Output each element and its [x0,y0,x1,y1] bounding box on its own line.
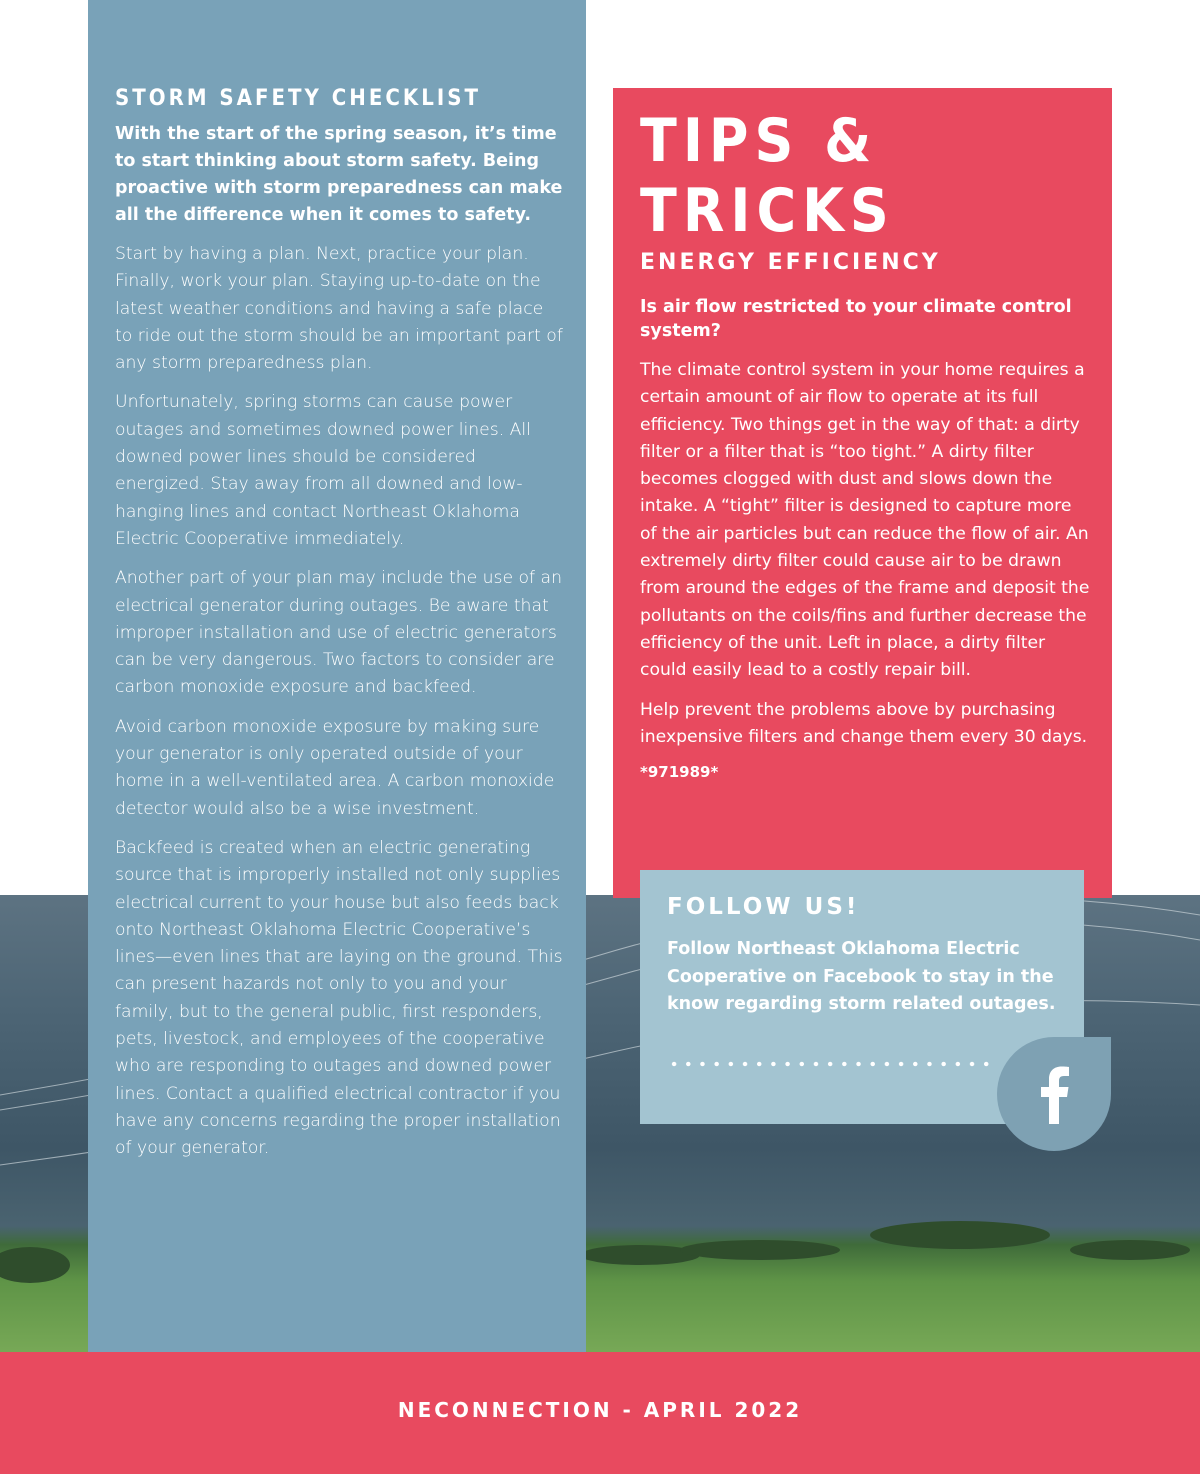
follow-us-title: FOLLOW US! [667,894,860,920]
storm-paragraph-5: Backfeed is created when an electric generating source that is improperly installed not only supplies electrical current to your house but also feeds back onto Northeast Oklahoma Electric Cooperative’s lines—even lines that are laying on the ground. This can present hazards not only to you and your family, but to the general public, first responders, pets, livestock, and employees of the cooperative who are responding to outages and downed power lines. Contact a qualified electrical contractor if you have any concerns regarding the proper installation of your generator. [115,837,563,1159]
tips-tricks-panel [613,88,1112,898]
tips-paragraph-2: Help prevent the problems above by purchasing inexpensive filters and change them every 30 days. [640,699,1088,747]
storm-paragraph-3: Another part of your plan may include the use of an electrical generator during outages. Be aware that improper installation and use of electric generators can be very dangerous. Two factors to consider are carbon monoxide exposure and backfeed. [115,568,562,698]
energy-efficiency-subtitle: ENERGY EFFICIENCY [640,250,941,275]
tips-code: *971989* [640,763,719,782]
dotted-divider [667,1060,997,1068]
facebook-icon[interactable] [997,1037,1111,1151]
storm-paragraph-1: Start by having a plan. Next, practice your plan. Finally, work your plan. Staying up-to-date on the latest weather conditions and having a safe place to ride out the storm should be an important part of any storm preparedness plan. [115,244,563,374]
storm-safety-panel [88,0,586,1352]
storm-safety-intro: With the start of the spring season, it’s time to start thinking about storm safety. Being proactive with storm preparedness can make all the difference when it comes to safety. [115,124,563,225]
tips-paragraph-1: The climate control system in your home requires a certain amount of air flow to operate at its full efficiency. Two things get in the way of that: a dirty filter or a filter that is “too tight.” A dirty filter becomes clogged with dust and slows down the intake. A “tight” filter is designed to capture more of the air particles but can reduce the flow of air. An extremely dirty filter could cause air to be drawn from around the edges of the frame and deposit the pollutants on the coils/fins and further decrease the efficiency of the unit. Left in place, a dirty filter could easily lead to a costly repair bill. [640,360,1090,681]
footer-issue-label: NECONNECTION - APRIL 2022 [397,1398,803,1422]
tips-tricks-title: TIPS & TRICKS [640,106,895,246]
follow-us-text: Follow Northeast Oklahoma Electric Cooperative on Facebook to stay in the know regarding storm related outages. [667,939,1056,1014]
storm-paragraph-4: Avoid carbon monoxide exposure by making sure your generator is only operated outside of your home in a well-ventilated area. A carbon monoxide detector would also be a wise investment. [115,716,555,819]
footer-bar [0,1352,1200,1474]
storm-safety-title: STORM SAFETY CHECKLIST [115,86,481,111]
tips-question: Is air flow restricted to your climate control system? [640,297,1072,341]
storm-paragraph-2: Unfortunately, spring storms can cause power outages and sometimes downed power lines. All downed power lines should be considered energized. Stay away from all downed and low-hanging lines and contact Northeast Oklahoma Electric Cooperative immediately. [115,392,531,549]
facebook-f-glyph [1037,1064,1071,1124]
